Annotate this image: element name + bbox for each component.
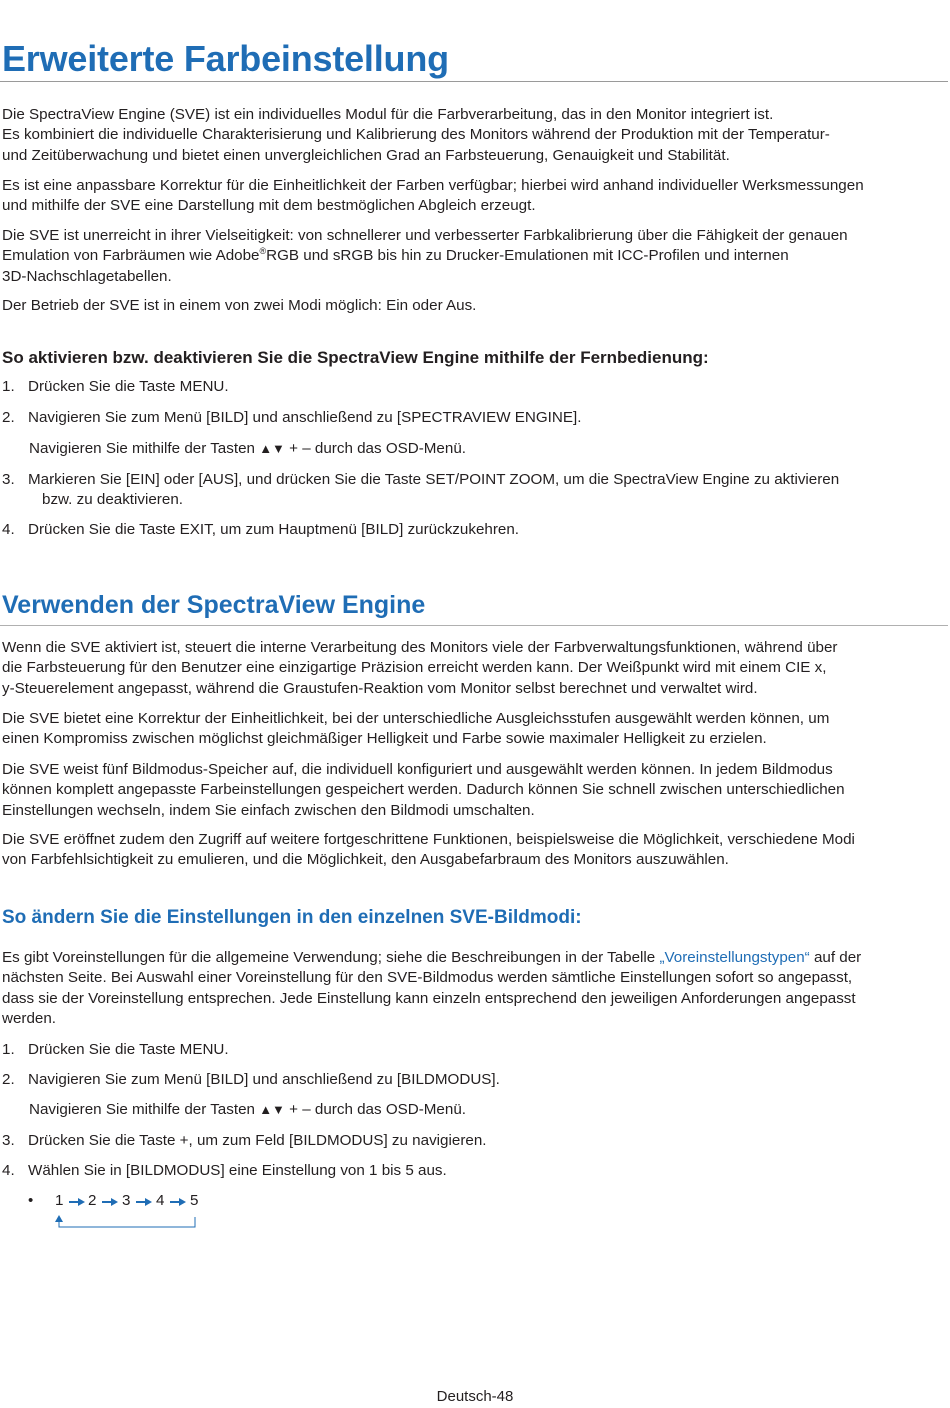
mode-step-3: 3. Drücken Sie die Taste +, um zum Feld [BILDMODUS] zu navigieren. (2, 1132, 487, 1149)
preset-types-link[interactable]: „Voreinstellungstypen“ (659, 949, 810, 966)
intro-paragraph-1: Die SpectraView Engine (SVE) ist ein individuelles Modul für die Farbverarbeitung, das in den Monitor integriert ist. Es kombiniert die individuelle Charakterisierung und Kalibrierung des Monitors während der Produktion mit der Temperatur- und Zeitüberwachung und bietet einen unvergleichlichen Grad an Farbsteuerung, Genauigkeit und Stabilität. (2, 106, 830, 164)
bullet: • (28, 1192, 34, 1209)
section-divider (0, 625, 948, 626)
activate-heading: So aktivieren bzw. deaktivieren Sie die SpectraView Engine mithilfe der Fernbedienung: (2, 348, 709, 367)
activate-nav-hint: Navigieren Sie mithilfe der Tasten ▲▼ + – durch das OSD-Menü. (29, 440, 466, 457)
title-divider (0, 81, 948, 82)
section3-paragraph-1: Es gibt Voreinstellungen für die allgemeine Verwendung; siehe die Beschreibungen in der Tabelle „Voreinstellungstypen“ auf der nächsten Seite. Bei Auswahl einer Voreinstellung für den SVE-Bildmodus werden sämtliche Einstellungen sofort so angepasst, dass sie der Voreinstellung entsprechen. Jede Einstellung kann einzeln entsprechend den jeweiligen Anforderungen angepasst werden. (2, 949, 862, 1027)
intro-paragraph-4: Der Betrieb der SVE ist in einem von zwei Modi möglich: Ein oder Aus. (2, 297, 477, 314)
mode-step-4: 4. Wählen Sie in [BILDMODUS] eine Einstellung von 1 bis 5 aus. (2, 1162, 447, 1179)
page-title: Erweiterte Farbeinstellung (2, 38, 449, 79)
section2-paragraph-3: Die SVE weist fünf Bildmodus-Speicher auf, die individuell konfiguriert und ausgewählt werden können. In jedem Bildmodus können komplett angepasste Farbeinstellungen gespeichert werden. Dadurch können Sie schnell zwischen unterschiedlichen Einstellungen wechseln, indem Sie einfach zwischen den Bildmodi umschalten. (2, 761, 845, 819)
section2-paragraph-1: Wenn die SVE aktiviert ist, steuert die interne Verarbeitung des Monitors viele der Farbverwaltungsfunktionen, während über die Farbsteuerung für den Benutzer eine einzigartige Präzision erreicht werden kann. Der Weißpunkt wird mit einem CIE x, y-Steuerelement angepasst, während die Graustufen-Reaktion vom Monitor selbst berechnet und verwaltet wird. (2, 639, 838, 697)
page-footer: Deutsch-48 (436, 1388, 514, 1405)
mode-number: 1 (55, 1192, 64, 1209)
intro-paragraph-2: Es ist eine anpassbare Korrektur für die Einheitlichkeit der Farben verfügbar; hierbei wird anhand individueller Werksmessungen und mithilfe der SVE eine Darstellung mit dem bestmöglichen Abgleich erzeugt. (2, 177, 864, 215)
activate-step-3: 3. Markieren Sie [EIN] oder [AUS], und drücken Sie die Taste SET/POINT ZOOM, um die SpectraView Engine zu aktivieren bzw. zu deaktivieren. (2, 471, 840, 509)
section2-paragraph-4: Die SVE eröffnet zudem den Zugriff auf weitere fortgeschrittene Funktionen, beispielsweise die Möglichkeit, verschiedene Modi von Farbfehlsichtigkeit zu emulieren, und die Möglichkeit, den Ausgabefarbraum des Monitors auszuwählen. (2, 831, 855, 869)
mode-cycle-diagram (24, 1190, 224, 1230)
mode-step-2: 2. Navigieren Sie zum Menü [BILD] und anschließend zu [BILDMODUS]. (2, 1071, 500, 1088)
section2-paragraph-2: Die SVE bietet eine Korrektur der Einheitlichkeit, bei der unterschiedliche Ausgleichsstufen ausgewählt werden können, um einen Kompromiss zwischen möglichst gleichmäßiger Helligkeit und Farbe sowie maximaler Helligkeit zu erzielen. (2, 710, 830, 748)
mode-number: 2 (88, 1192, 97, 1209)
activate-step-4: 4. Drücken Sie die Taste EXIT, um zum Hauptmenü [BILD] zurückzukehren. (2, 521, 520, 538)
mode-step-1: 1. Drücken Sie die Taste MENU. (2, 1041, 229, 1058)
cycle-arrows (24, 1190, 224, 1230)
section-heading-spectraview: Verwenden der SpectraView Engine (2, 591, 426, 619)
mode-number: 3 (122, 1192, 131, 1209)
section-heading-sve-modes: So ändern Sie die Einstellungen in den einzelnen SVE-Bildmodi: (2, 907, 582, 928)
intro-paragraph-3: Die SVE ist unerreicht in ihrer Vielseitigkeit: von schnellerer und verbesserter Farbkalibrierung über die Fähigkeit der genauen Emulation von Farbräumen wie Adobe®RGB und sRGB bis hin zu Drucker-Emulationen mit ICC-Profilen und internen 3D-Nachschlagetabellen. (2, 227, 848, 285)
activate-step-2: 2. Navigieren Sie zum Menü [BILD] und anschließend zu [SPECTRAVIEW ENGINE]. (2, 409, 582, 426)
up-down-arrow-icon: ▲▼ (259, 441, 285, 456)
mode-nav-hint: Navigieren Sie mithilfe der Tasten ▲▼ + – durch das OSD-Menü. (29, 1101, 466, 1118)
activate-step-1: 1. Drücken Sie die Taste MENU. (2, 378, 229, 395)
up-down-arrow-icon: ▲▼ (259, 1102, 285, 1117)
mode-number: 4 (156, 1192, 165, 1209)
mode-number: 5 (190, 1192, 199, 1209)
